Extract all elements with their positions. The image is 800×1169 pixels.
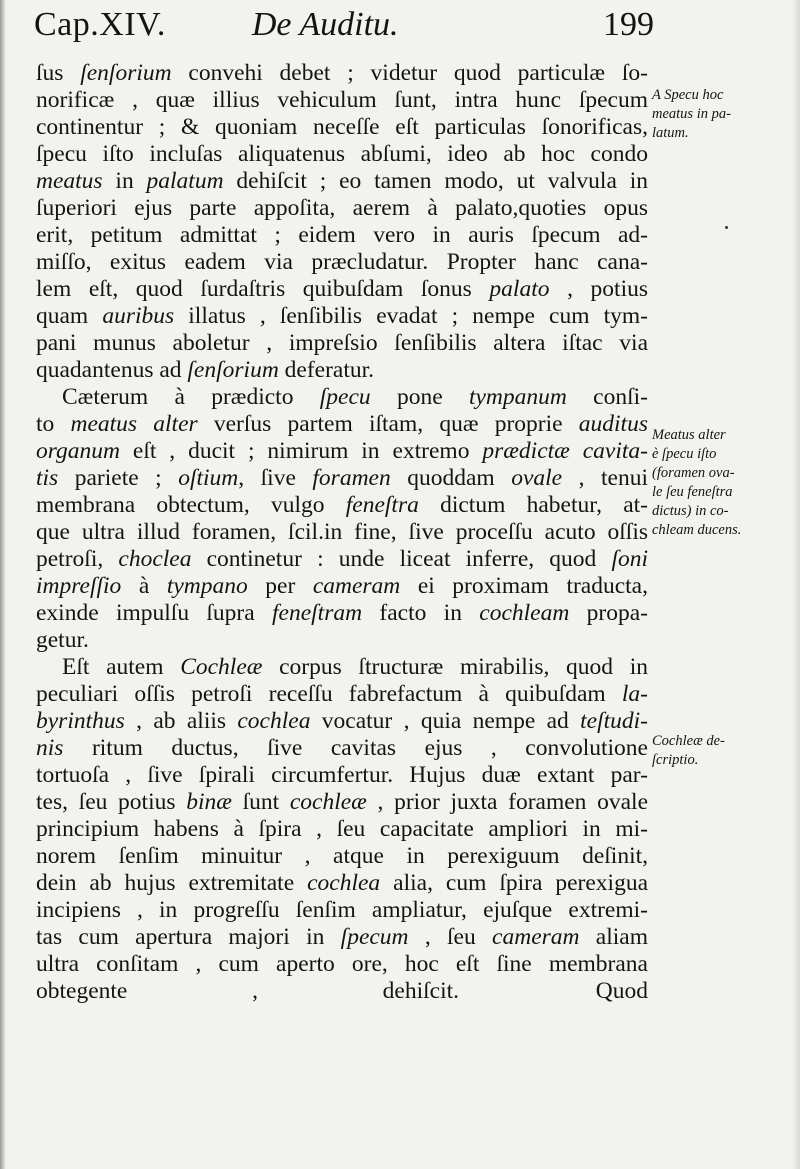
text-span: facto in (362, 600, 480, 626)
text-span: Eſt autem (62, 654, 181, 680)
text-span: petroſi, (36, 546, 119, 572)
italic-span: nis (36, 735, 64, 761)
text-line (36, 114, 648, 141)
italic-span: feneſtra (345, 492, 419, 518)
text-line (36, 762, 648, 789)
italic-span: feneſtram (272, 600, 363, 626)
text-span: aliam (579, 924, 648, 950)
text-line (36, 384, 648, 411)
italic-span: byrinthus (36, 708, 125, 734)
text-line (36, 978, 648, 1005)
text-line (36, 681, 648, 708)
text-span: incipiens , in progreſſu ſenſim ampliatur, ejuſque extremi- (36, 897, 648, 923)
text-span: conſi- (566, 384, 648, 410)
italic-span: ſenſorium (80, 60, 172, 86)
italic-span: la- (621, 681, 648, 707)
text-line (36, 330, 648, 357)
italic-span: palatum (146, 168, 224, 194)
margin-note-meatus-alter (652, 426, 792, 540)
text-line (36, 600, 648, 627)
italic-span: binæ (186, 789, 232, 815)
text-span: ei proximam traducta, (400, 573, 648, 599)
text-span: quam (36, 303, 103, 329)
italic-span: choclea (118, 546, 192, 572)
margin-note-line: Cochleæ de- (652, 733, 725, 749)
text-span: illatus , ſenſibilis evadat ; nempe cum tym- (174, 303, 648, 329)
text-span: , ab aliis (124, 708, 238, 734)
text-span: convehi debet ; videtur quod particulæ ſo- (171, 60, 648, 86)
italic-span: cameram (312, 573, 401, 599)
paragraph-3 (36, 654, 648, 1005)
text-span: pone (370, 384, 469, 410)
italic-span: cochleæ (289, 789, 367, 815)
text-span: eſt , ducit ; nimirum in extremo (120, 438, 483, 464)
text-line (36, 519, 648, 546)
text-span: dictum habetur, at- (418, 492, 649, 518)
text-span: ſuperiori ejus parte appoſita, aerem à palato,quoties opus (36, 195, 648, 221)
italic-span: auditus (578, 411, 648, 437)
text-span: norem ſenſim minuitur , atque in perexiguum deſinit, (36, 843, 648, 869)
catchword: Quod (595, 978, 649, 1004)
italic-span: cochleam (479, 600, 570, 626)
text-span: , ſive (238, 465, 313, 491)
text-span: quadantenus ad (36, 357, 188, 383)
text-span: dein ab hujus extremitate (36, 870, 308, 896)
italic-span: teſtudi- (580, 708, 649, 734)
margin-note-line: (foramen ova- (652, 465, 735, 481)
margin-note-line: latum. (652, 125, 689, 141)
text-span: corpus ſtructuræ mirabilis, quod in (262, 654, 648, 680)
italic-span: auribus (102, 303, 175, 329)
italic-span: meatus alter (70, 411, 198, 437)
text-line (36, 627, 648, 654)
text-span: tas cum apertura majori in (36, 924, 341, 950)
text-line (36, 654, 648, 681)
text-line (36, 897, 648, 924)
text-line (36, 249, 648, 276)
text-line (36, 843, 648, 870)
text-span: , potius (549, 276, 648, 302)
text-span: dehiſcit ; eo tamen modo, ut valvula in (223, 168, 648, 194)
text-span: ritum ductus, ſive cavitas ejus , convolutione (63, 735, 648, 761)
text-line (36, 870, 648, 897)
italic-span: foramen (312, 465, 391, 491)
margin-note-line: dictus) in co- (652, 503, 729, 519)
italic-span: cochlea (237, 708, 311, 734)
text-span: membrana obtectum, vulgo (36, 492, 346, 518)
text-span: quoddam (390, 465, 512, 491)
text-line (36, 60, 648, 87)
italic-span: cochlea (307, 870, 381, 896)
italic-span: Cochleæ (180, 654, 263, 680)
margin-note-line: A Specu hoc (652, 87, 724, 103)
text-span: à (121, 573, 167, 599)
text-line (36, 573, 648, 600)
text-span: getur. (36, 627, 89, 653)
italic-span: cameram (492, 924, 580, 950)
text-span: pariete ; (58, 465, 179, 491)
text-line (36, 465, 648, 492)
italic-span: meatus (36, 168, 103, 194)
italic-span: oſtium (178, 465, 239, 491)
text-line (36, 195, 648, 222)
text-span: peculiari oſſis petroſi receſſu fabrefactum à quibuſdam (36, 681, 622, 707)
margin-note-line: ſcriptio. (652, 752, 699, 768)
text-line (36, 708, 648, 735)
italic-span: impreſſio (36, 573, 122, 599)
text-span: to (36, 411, 71, 437)
text-line (36, 492, 648, 519)
text-line (36, 141, 648, 168)
ink-speck (725, 226, 728, 229)
margin-note-line: le ſeu feneſtra (652, 484, 733, 500)
text-span: continentur ; & quoniam neceſſe eſt particulas ſonorificas, (36, 114, 648, 140)
text-span: pani munus aboletur , impreſsio ſenſibilis altera iſtac via (36, 330, 648, 356)
text-span: Cæterum à prædicto (62, 384, 320, 410)
text-line (36, 411, 648, 438)
italic-span: ſenſorium (187, 357, 279, 383)
text-line (36, 168, 648, 195)
italic-span: ſpecu (319, 384, 371, 410)
text-line (36, 303, 648, 330)
text-span: ſunt (231, 789, 290, 815)
text-span: ſpecu iſto incluſas aliquatenus abſumi, ideo ab hoc condo (36, 141, 648, 167)
margin-note-line: meatus in pa- (652, 106, 731, 122)
italic-span: tis (36, 465, 59, 491)
text-line (36, 87, 648, 114)
text-line (36, 276, 648, 303)
text-span: exinde impulſu ſupra (36, 600, 272, 626)
text-span: miſſo, exitus eadem via præcludatur. Propter hanc cana- (36, 249, 648, 275)
text-span: verſus partem iſtam, quæ proprie (197, 411, 579, 437)
text-span: obtegente , dehiſcit. (36, 978, 460, 1004)
text-span: vocatur , quia nempe ad (310, 708, 581, 734)
italic-span: ſpecum (340, 924, 409, 950)
text-span: principium habens à ſpira , ſeu capacitate ampliori in mi- (36, 816, 648, 842)
text-span: lem eſt, quod ſurdaſtris quibuſdam ſonus (36, 276, 490, 302)
text-line (36, 951, 648, 978)
text-span: norificæ , quæ illius vehiculum ſunt, intra hunc ſpecum (36, 87, 648, 113)
italic-span: ſoni (611, 546, 649, 572)
text-line (36, 222, 648, 249)
text-line (36, 546, 648, 573)
text-span: ſus (36, 60, 81, 86)
text-span: que ultra illud foramen, ſcil.in fine, ſive proceſſu acuto oſſis (36, 519, 648, 545)
text-span: tes, ſeu potius (36, 789, 187, 815)
text-span: in (102, 168, 147, 194)
paragraph-2 (36, 384, 648, 654)
margin-note-line: chleam ducens. (652, 522, 742, 538)
text-line (36, 357, 648, 384)
chapter-heading: Cap.XIV. (34, 6, 166, 43)
italic-span: organum (36, 438, 120, 464)
text-span: , tenui (562, 465, 648, 491)
italic-span: tympano (166, 573, 248, 599)
text-span: propa- (569, 600, 648, 626)
text-span: tortuoſa , ſive ſpirali circumfertur. Hujus duæ extant par- (36, 762, 648, 788)
italic-span: prædictæ cavita- (482, 438, 648, 464)
margin-note-a-specu (652, 86, 792, 143)
paragraph-1 (36, 60, 648, 384)
text-span: , ſeu (408, 924, 493, 950)
text-line (36, 816, 648, 843)
text-span: erit, petitum admittat ; eidem vero in auris ſpecum ad- (36, 222, 648, 248)
page-number: 199 (603, 6, 654, 43)
text-line (36, 735, 648, 762)
text-span: , prior juxta foramen ovale (366, 789, 648, 815)
main-text (36, 60, 648, 1005)
text-span: per (247, 573, 313, 599)
text-line (36, 789, 648, 816)
section-title: De Auditu. (251, 6, 399, 43)
italic-span: tympanum (468, 384, 567, 410)
running-header (34, 6, 654, 64)
margin-note-line: è ſpecu iſto (652, 446, 717, 462)
text-span: continetur : unde liceat inferre, quod (191, 546, 612, 572)
text-line (36, 924, 648, 951)
text-span: deferatur. (278, 357, 375, 383)
text-span: ultra conſitam , cum aperto ore, hoc eſt ſine membrana (36, 951, 648, 977)
margin-note-line: Meatus alter (652, 427, 726, 443)
italic-span: ovale (511, 465, 563, 491)
text-line (36, 438, 648, 465)
margin-note-cochleae-descriptio (652, 732, 792, 770)
italic-span: palato (489, 276, 550, 302)
text-span: alia, cum ſpira perexigua (380, 870, 648, 896)
